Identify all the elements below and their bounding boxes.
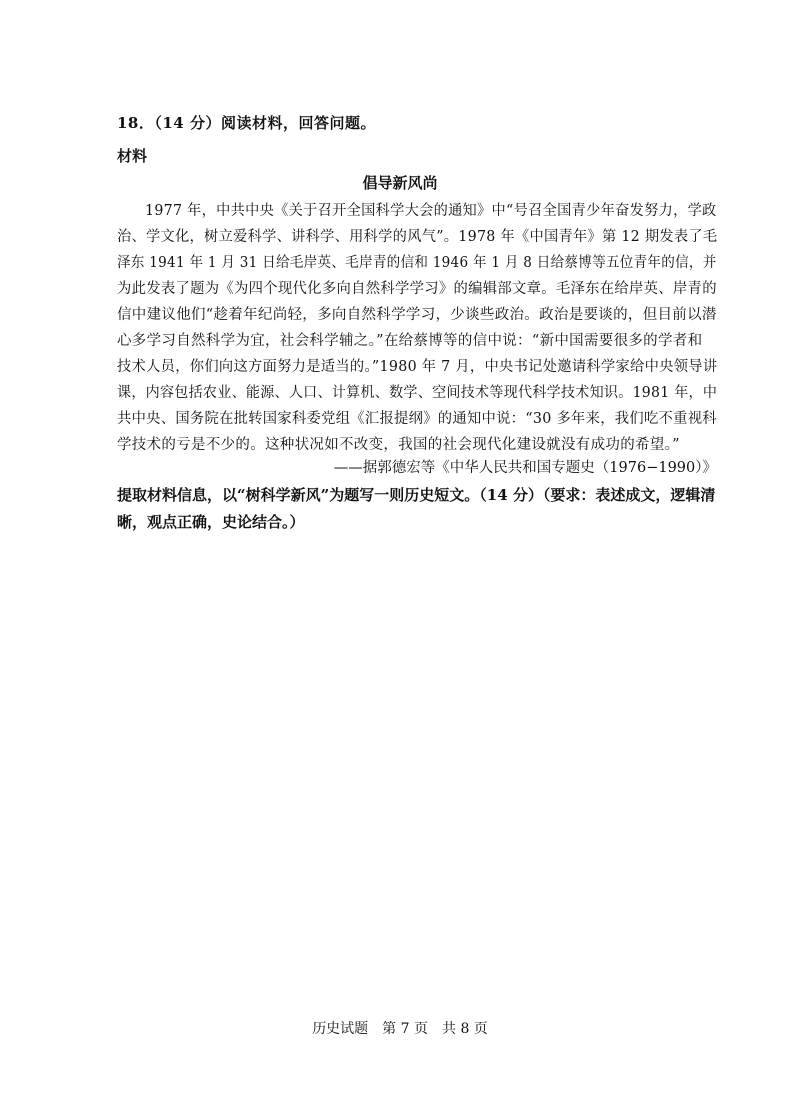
material-line: 学技术的亏是不少的。这种状况如不改变，我国的社会现代化建设就没有成功的希望。” bbox=[117, 437, 680, 453]
material-source: ——据郭德宏等《中华人民共和国专题史（1976−1990）》 bbox=[333, 460, 717, 476]
material-line: 为此发表了题为《为四个现代化多向自然科学学习》的编辑部文章。毛泽东在给岸英、岸青的 bbox=[117, 281, 717, 297]
page-footer: 历史试题 第 7 页 共 8 页 bbox=[312, 1021, 488, 1037]
question-header: 18．（14 分）阅读材料，回答问题。 bbox=[117, 114, 376, 132]
material-line: 共中央、国务院在批转国家科委党组《汇报提纲》的通知中说：“30 多年来，我们吃不重视科 bbox=[117, 411, 717, 427]
material-line: 技术人员，你们向这方面努力是适当的。”1980 年 7 月，中央书记处邀请科学家给中央领导讲 bbox=[117, 359, 718, 375]
material-line: 课，内容包括农业、能源、人口、计算机、数学、空间技术等现代科学技术知识。1981 年，中 bbox=[117, 385, 718, 401]
material-line: 泽东 1941 年 1 月 31 日给毛岸英、毛岸青的信和 1946 年 1 月 8 日给蔡博等五位青年的信，并 bbox=[117, 255, 717, 271]
task-line: 提取材料信息，以“树科学新风”为题写一则历史短文。（14 分）（要求：表述成文，逻辑清 bbox=[117, 486, 716, 504]
material-title: 倡导新风尚 bbox=[362, 174, 438, 192]
material-label: 材料 bbox=[117, 147, 148, 165]
material-line: 信中建议他们“趁着年纪尚轻，多向自然科学学习，少谈些政治。政治是要谈的，但目前以潜 bbox=[117, 307, 717, 323]
task-line: 晰，观点正确，史论结合。） bbox=[117, 513, 305, 531]
material-line: 治、学文化，树立爱科学、讲科学、用科学的风气”。1978 年《中国青年》第 12 期发表了毛 bbox=[117, 229, 718, 245]
material-line: 1977 年，中共中央《关于召开全国科学大会的通知》中“号召全国青少年奋发努力，学政 bbox=[145, 203, 717, 219]
material-line: 心多学习自然科学为宜，社会科学辅之。”在给蔡博等的信中说：“新中国需要很多的学者和 bbox=[117, 333, 703, 349]
